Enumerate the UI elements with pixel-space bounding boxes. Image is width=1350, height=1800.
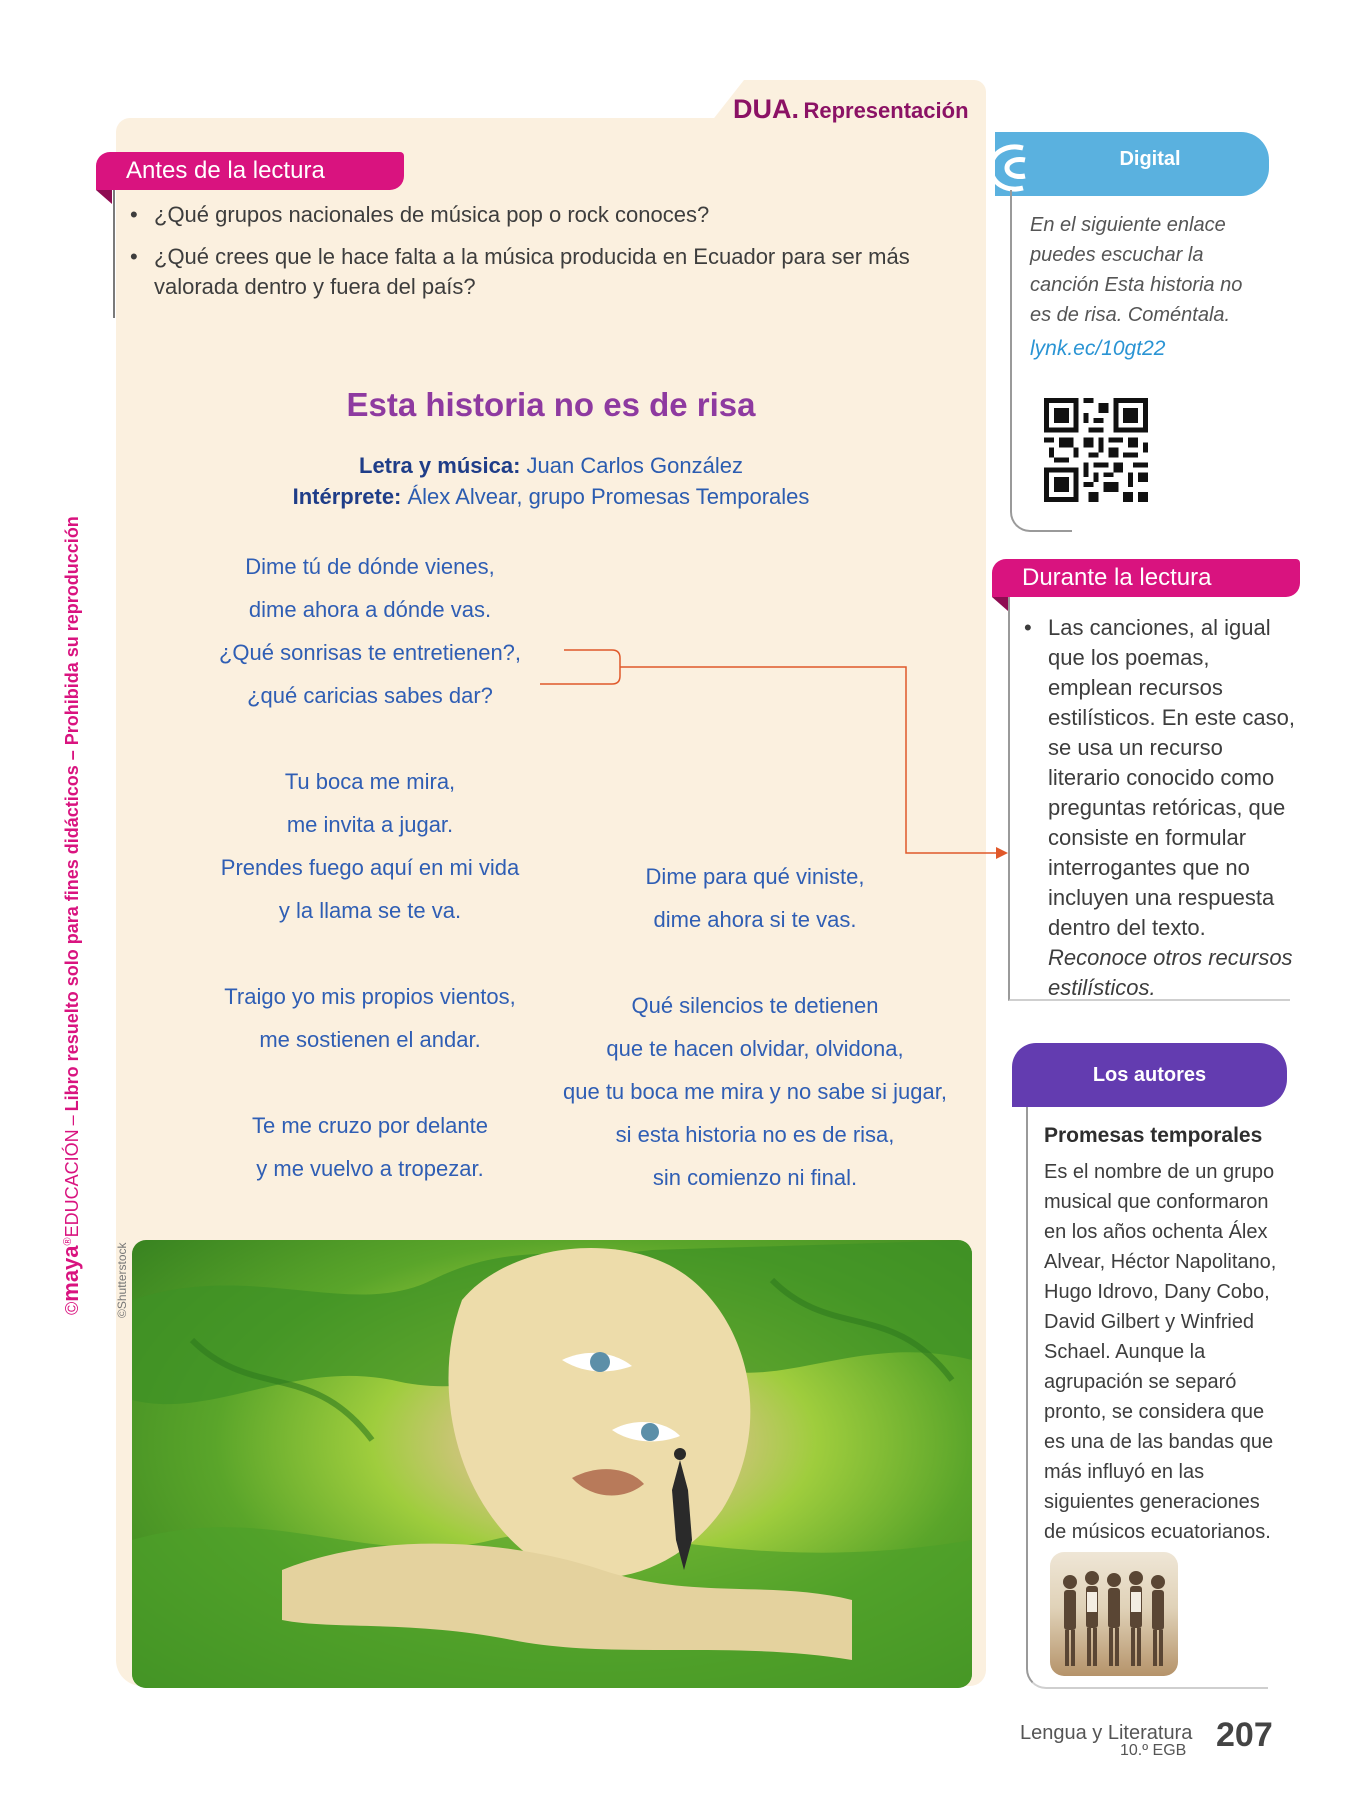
band-photo xyxy=(1050,1552,1178,1676)
digital-body: En el siguiente enlace puedes escuchar la canción Esta historia no es de risa. Coméntala. xyxy=(1030,214,1243,326)
verse-line: ¿qué caricias sabes dar? xyxy=(247,683,493,708)
stanza-left-1 xyxy=(190,545,550,717)
verse-line: ¿Qué sonrisas te entretienen?, xyxy=(218,640,522,665)
durante-italic: Reconoce otros recursos estilísticos. xyxy=(1048,945,1293,1000)
verse-line: Prendes fuego aquí en mi vida xyxy=(220,855,520,880)
verse-line: sin comienzo ni final. xyxy=(652,1165,858,1190)
verse-line: me sostienen el andar. xyxy=(259,1027,481,1052)
dua-label xyxy=(733,94,969,125)
verse-line: Te me cruzo por delante xyxy=(251,1113,489,1138)
credit-separator: – xyxy=(62,1115,82,1126)
digital-label: Digital xyxy=(1119,148,1181,170)
digital-link[interactable]: lynk.ec/10gt22 xyxy=(1030,337,1166,360)
stanza-left-2 xyxy=(190,760,550,932)
watercolor-illustration xyxy=(132,1240,972,1688)
autores-title: Promesas temporales xyxy=(1044,1124,1263,1147)
credit-interprete-value: Álex Alvear, grupo Promesas Temporales xyxy=(407,484,810,509)
vertical-copyright xyxy=(58,495,84,1315)
autores-body: Es el nombre de un grupo musical que conformaron en los años ochenta Álex Alvear, Héctor Napolitano, Hugo Idrovo, Dany Cobo, David Gilbert y Winfried Schael. Aunque la agrupación se separó pronto, se considera que es una de las bandas que más influyó en las siguientes generaciones de músicos ecuatorianos. xyxy=(1044,1161,1277,1543)
antes-tab-fold xyxy=(96,190,112,204)
verse-line: y la llama se te va. xyxy=(278,898,462,923)
reproduction-notice: Libro resuelto solo para fines didácticos – Prohibida su reproducción xyxy=(62,516,82,1112)
stanza-right-1 xyxy=(545,855,965,941)
annotation-arrow xyxy=(540,640,1010,860)
edu-word: EDUCACIÓN xyxy=(62,1129,82,1238)
image-credit: ©Shutterstock xyxy=(115,1242,129,1318)
credit-letra-label: Letra y música: xyxy=(359,453,521,478)
question-item: • ¿Qué grupos nacionales de música pop o rock conoces? xyxy=(128,200,928,230)
verse-line: que te hacen olvidar, olvidona, xyxy=(606,1036,904,1061)
antes-heading: Antes de la lectura xyxy=(96,152,404,190)
durante-heading: Durante la lectura xyxy=(992,559,1300,597)
antes-rule xyxy=(113,190,115,318)
credit-letra-value: Juan Carlos González xyxy=(526,453,743,478)
footer-grade: 10.º EGB xyxy=(1120,1742,1187,1759)
verse-line: Qué silencios te detienen xyxy=(631,993,879,1018)
verse-line: que tu boca me mira y no sabe si jugar, xyxy=(563,1079,947,1104)
dua-representacion: Representación xyxy=(803,98,969,123)
autores-heading: Los autores xyxy=(1012,1043,1287,1107)
verse-line: Traigo yo mis propios vientos, xyxy=(224,984,516,1009)
stanza-right-2 xyxy=(545,984,965,1199)
copyright-symbol: © xyxy=(62,1301,82,1315)
digital-link-icon xyxy=(985,140,1035,196)
durante-list xyxy=(1022,613,1297,1003)
brand-name: maya xyxy=(58,1245,83,1302)
antes-questions xyxy=(128,200,928,314)
band-photo-art xyxy=(1050,1552,1178,1676)
footer-subject: Lengua y Literatura xyxy=(1020,1722,1193,1744)
durante-text: Las canciones, al igual que los poemas, emplean recursos estilísticos. En este caso, se usa un recurso literario conocido como preguntas retóricas, que consiste en formular interrogantes que no incluyen una respuesta dentro del texto. xyxy=(1048,615,1295,940)
song-title: Esta historia no es de risa xyxy=(346,386,756,423)
durante-item xyxy=(1022,613,1297,1003)
credit-interprete-label: Intérprete: xyxy=(292,484,402,509)
verse-line: dime ahora a dónde vas. xyxy=(248,597,492,622)
qr-code[interactable] xyxy=(1044,398,1148,502)
illustration-art xyxy=(132,1240,972,1688)
verse-line: si esta historia no es de risa, xyxy=(615,1122,895,1147)
verse-line: dime ahora si te vas. xyxy=(653,907,857,932)
page-number: 207 xyxy=(1216,1716,1273,1754)
durante-tab-fold xyxy=(992,597,1008,611)
stanza-left-4 xyxy=(190,1104,550,1190)
stanza-left-3 xyxy=(190,975,550,1061)
registered-symbol: ® xyxy=(62,1237,74,1246)
verse-line: y me vuelvo a tropezar. xyxy=(256,1156,484,1181)
question-item: • ¿Qué crees que le hace falta a la música producida en Ecuador para ser más valorada dentro y fuera del país? xyxy=(128,242,928,302)
dua-bold: DUA. xyxy=(733,94,799,124)
verse-line: Tu boca me mira, xyxy=(284,769,456,794)
verse-line: me invita a jugar. xyxy=(286,812,454,837)
verse-line: Dime tú de dónde vienes, xyxy=(245,554,495,579)
verse-line: Dime para qué viniste, xyxy=(645,864,865,889)
song-credits xyxy=(116,450,986,512)
